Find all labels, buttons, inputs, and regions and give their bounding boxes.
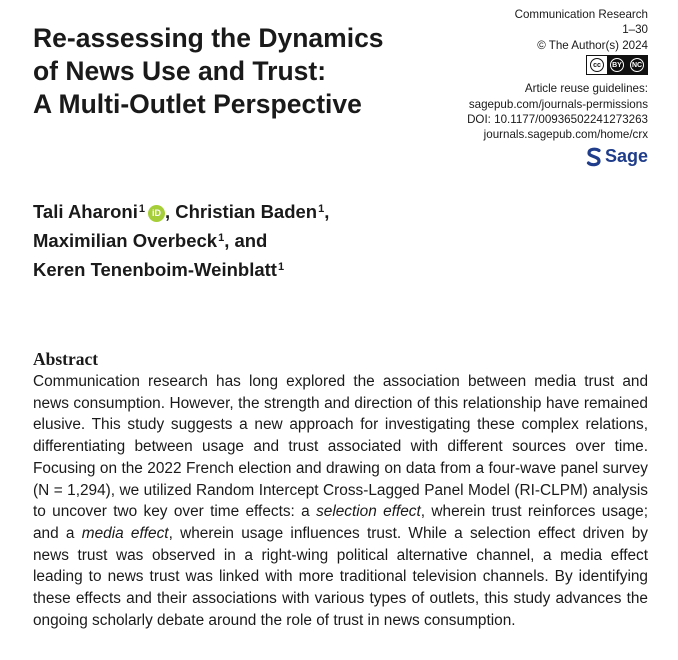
affiliation-marker: 1 [318,203,325,215]
affiliation-marker: 1 [218,232,225,244]
nc-icon: NC [627,56,647,74]
author-name: Keren Tenenboim-Weinblatt [33,259,277,280]
affiliation-marker: 1 [277,261,285,273]
sage-s-icon [586,147,602,167]
reuse-label: Article reuse guidelines: [524,82,648,96]
title-line: Re-assessing the Dynamics [33,23,384,53]
author-name: Maximilian Overbeck [33,230,218,251]
copyright: © The Author(s) 2024 [537,38,648,52]
selection-effect-term: selection effect [316,503,421,521]
journal-metadata [408,7,648,171]
permissions-link[interactable]: sagepub.com/journals-permissions [468,97,648,111]
author-name: Tali Aharoni [33,201,138,222]
journal-name: Communication Research [514,8,648,21]
author-line: Tali Aharoni$^1$ iD , Christian Baden$^1$, [33,201,330,222]
page-range: 1–30 [622,23,648,37]
author-name: , Christian Baden [164,201,318,222]
title-line: of News Use and Trust: [33,56,327,86]
author-line [33,254,653,283]
abstract-text: Communication research has long explored the association between media trust and news consumption. However, the strength and direction of this relationship have remained elusive. This study suggests a new approach for investigating these complex relations, differentiating between usage and trust associated with different sources over time. Focusing on the 2022 French election and drawing on data from a four-wave panel survey (N = 1,294), we utilized Random Intercept Cross-Lagged Panel Model (RI-CLPM) analysis to uncover two key over time effects: a selection effect, wherein trust reinforces usage; and a media effect, wherein usage influences trust. While a selection effect driven by news trust was observed in a right-wing political alternative channel, a media effect leading to news trust was linked with more traditional television channels. By identifying these effects and their associations with various types of outlets, this study advances the ongoing scholarly debate around the role of trust in news consumption. [33,373,649,629]
cc-license-badge[interactable] [586,55,648,75]
cc-icon: cc [587,56,607,74]
author-list [33,196,653,283]
publisher-logo [586,147,648,167]
journal-homepage-link[interactable]: journals.sagepub.com/home/crx [483,128,648,142]
title-line: A Multi-Outlet Perspective [33,89,362,119]
doi[interactable]: DOI: 10.1177/00936502241273263 [467,113,648,127]
orcid-icon[interactable]: iD [148,205,165,222]
publisher-name: Sage [604,146,648,167]
author-line: Maximilian Overbeck$^1$, and [33,230,268,251]
affiliation-marker: 1 [138,203,145,215]
abstract-heading: Abstract [33,349,99,369]
by-icon: BY [607,56,627,74]
article-title [33,22,433,121]
media-effect-term: media effect [81,524,169,542]
